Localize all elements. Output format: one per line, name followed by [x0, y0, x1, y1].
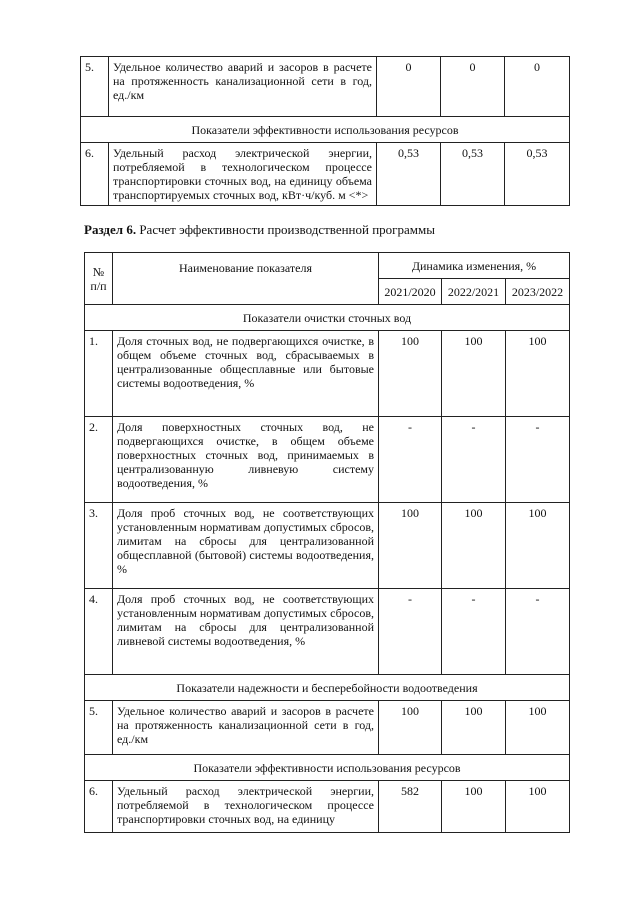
header-name: Наименование показателя: [113, 253, 379, 305]
value-cell: 100: [506, 503, 570, 589]
value-cell: 0,53: [505, 143, 570, 206]
value-cell: 100: [506, 701, 570, 755]
value-cell: 582: [379, 781, 442, 833]
section-title: Показатели надежности и бесперебойности водоотведения: [85, 675, 570, 701]
table-row: [81, 143, 570, 206]
header-year: 2021/2020: [379, 279, 442, 305]
section-heading-text: Расчет эффективности производственной программы: [136, 222, 435, 237]
value-cell: 100: [442, 781, 506, 833]
value-cell: 100: [442, 701, 506, 755]
table-row: [85, 503, 570, 589]
table-row: [81, 57, 570, 117]
value-cell: -: [506, 589, 570, 675]
table-row: [85, 701, 570, 755]
indicator-name: Удельное количество аварий и засоров в расчете на протяженность канализационной сети в год, ед./км: [113, 701, 379, 755]
indicator-name: Доля поверхностных сточных вод, не подвергающихся очистке, в общем объеме поверхностных сточных вод, принимаемых в централизованную ливневую систему водоотведения, %: [113, 417, 379, 503]
row-number: 5.: [81, 57, 109, 117]
row-number: 1.: [85, 331, 113, 417]
section-row: [85, 675, 570, 701]
indicator-name: Удельный расход электрической энергии, потребляемой в технологическом процессе транспортировки сточных вод, на единицу объема транспортируемых сточных вод, кВт·ч/куб. м <*>: [109, 143, 377, 206]
table-row: [85, 589, 570, 675]
row-number: 2.: [85, 417, 113, 503]
section-title: Показатели очистки сточных вод: [85, 305, 570, 331]
indicator-name: Доля проб сточных вод, не соответствующих установленным нормативам допустимых сбросов, лимитам на сбросы для централизованной ливневой системы водоотведения, %: [113, 589, 379, 675]
section-title: Показатели эффективности использования ресурсов: [85, 755, 570, 781]
indicator-name: Доля сточных вод, не подвергающихся очистке, в общем объеме сточных вод, сбрасываемых в централизованные общесплавные или бытовые системы водоотведения, %: [113, 331, 379, 417]
header-num: № п/п: [85, 253, 113, 305]
value-cell: -: [506, 417, 570, 503]
value-cell: 100: [506, 781, 570, 833]
row-number: 5.: [85, 701, 113, 755]
section-number: Раздел 6.: [84, 222, 137, 237]
value-cell: 100: [442, 503, 506, 589]
indicator-name: Удельный расход электрической энергии, потребляемой в технологическом процессе транспортировки сточных вод, на единицу: [113, 781, 379, 833]
row-number: 4.: [85, 589, 113, 675]
value-cell: 100: [379, 701, 442, 755]
section-row: [81, 117, 570, 143]
value-cell: 0: [505, 57, 570, 117]
value-cell: -: [442, 589, 506, 675]
table-row: [85, 331, 570, 417]
value-cell: 100: [379, 503, 442, 589]
value-cell: 0,53: [441, 143, 505, 206]
value-cell: 0: [377, 57, 441, 117]
row-number: 6.: [81, 143, 109, 206]
header-row: [85, 253, 570, 279]
value-cell: 100: [506, 331, 570, 417]
section-row: [85, 755, 570, 781]
section-row: [85, 305, 570, 331]
value-cell: 100: [379, 331, 442, 417]
header-year: 2022/2021: [442, 279, 506, 305]
row-number: 3.: [85, 503, 113, 589]
table-row: [85, 417, 570, 503]
value-cell: -: [379, 589, 442, 675]
header-year: 2023/2022: [506, 279, 570, 305]
row-number: 6.: [85, 781, 113, 833]
value-cell: 0,53: [377, 143, 441, 206]
value-cell: -: [379, 417, 442, 503]
section-heading: [84, 222, 435, 238]
table-row: [85, 781, 570, 833]
section-title: Показатели эффективности использования ресурсов: [81, 117, 570, 143]
indicator-name: Доля проб сточных вод, не соответствующих установленным нормативам допустимых сбросов, лимитам на сбросы для централизованной общесплавной (бытовой) системы водоотведения, %: [113, 503, 379, 589]
table-continuation: [80, 56, 570, 206]
indicator-name: Удельное количество аварий и засоров в расчете на протяженность канализационной сети в год, ед./км: [109, 57, 377, 117]
value-cell: 0: [441, 57, 505, 117]
value-cell: 100: [442, 331, 506, 417]
header-dynamics: Динамика изменения, %: [379, 253, 570, 279]
efficiency-table: [84, 252, 570, 833]
value-cell: -: [442, 417, 506, 503]
